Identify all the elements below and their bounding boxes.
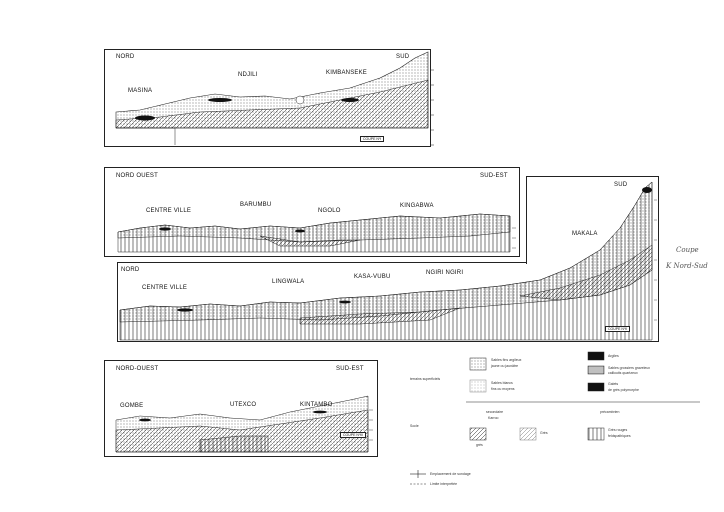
s2-place-barumbu: BARUMBU [240, 202, 272, 208]
s1-coupe-label: COUPE NºI [360, 136, 384, 142]
legend-karroo: Karroo [488, 416, 499, 420]
legend-galets: Galets [608, 382, 619, 386]
legend-galets-b: de grès polymorphe [608, 388, 639, 392]
s3-place-makala: MAKALA [572, 231, 598, 237]
legend-limite: Limite interprétée [430, 482, 458, 486]
legend-sables-grossiers-b: cailloutis quartzeux [608, 371, 638, 375]
s1-place-masina: MASINA [128, 88, 153, 94]
s3-coupe-label: COUPE NºII [605, 326, 630, 332]
legend-sable1b: jaune ou jaunâtre [491, 364, 519, 368]
s3-place-kasa-vubu: KASA-VUBU [354, 274, 391, 280]
s4-place-kintambo: KINTAMBO [300, 402, 333, 408]
s1-place-ndjili: NDJILI [238, 72, 258, 78]
s4-coupe-label: COUPE NºIII [340, 432, 366, 438]
legend-gres-rouges-b: feldspathiques [608, 434, 631, 438]
s4-place-utexco: UTEXCO [230, 402, 257, 408]
s3-place-ngiri-ngiri: NGIRI NGIRI [426, 270, 464, 276]
legend-socle: Socle [410, 424, 419, 428]
legend-argiles: Argiles [608, 354, 619, 358]
s2-place-centre-ville: CENTRE VILLE [146, 208, 192, 214]
s3-place-lingwala: LINGWALA [272, 279, 305, 285]
s3-place-centre-ville: CENTRE VILLE [142, 285, 188, 291]
legend-secondaire: secondaire [486, 410, 504, 414]
legend-sable2: Sables blancs [491, 381, 513, 385]
s4-place-gombe: GOMBE [120, 403, 144, 409]
s1-place-kimbanseke: KIMBANSEKE [326, 70, 368, 76]
legend-gres-suite: Grès [540, 431, 548, 435]
handwritten-note-line2: K Nord-Sud [666, 262, 708, 270]
legend-sables-grossiers: Sables grossiers graveleux [608, 366, 651, 370]
s3-left-direction: NORD [121, 267, 140, 273]
legend-terrains-superficiels: terrains superficiels [410, 377, 441, 381]
s4-right-direction: SUD-EST [336, 366, 364, 372]
s4-left-direction: NORD-OUEST [116, 366, 159, 372]
s2-left-direction: NORD OUEST [116, 173, 159, 179]
s2-right-direction: SUD-EST [480, 173, 508, 179]
legend-forage: Emplacement de sondage [430, 472, 471, 476]
s1-right-direction: SUD [396, 54, 410, 60]
legend-gres: grès [476, 443, 483, 447]
legend-sable1: Sables fins argileux [491, 358, 522, 362]
handwritten-note-line1: Coupe [676, 246, 699, 254]
legend-gres-rouges: Grès rouges [608, 428, 628, 432]
s3-right-direction: SUD [614, 182, 628, 188]
s2-place-ngolo: NGOLO [318, 208, 341, 214]
legend-sable2b: fins ou moyens [491, 387, 515, 391]
s1-left-direction: NORD [116, 54, 135, 60]
s2-place-kingabwa: KINGABWA [400, 203, 434, 209]
legend-precambrien: précambrien [600, 410, 620, 414]
